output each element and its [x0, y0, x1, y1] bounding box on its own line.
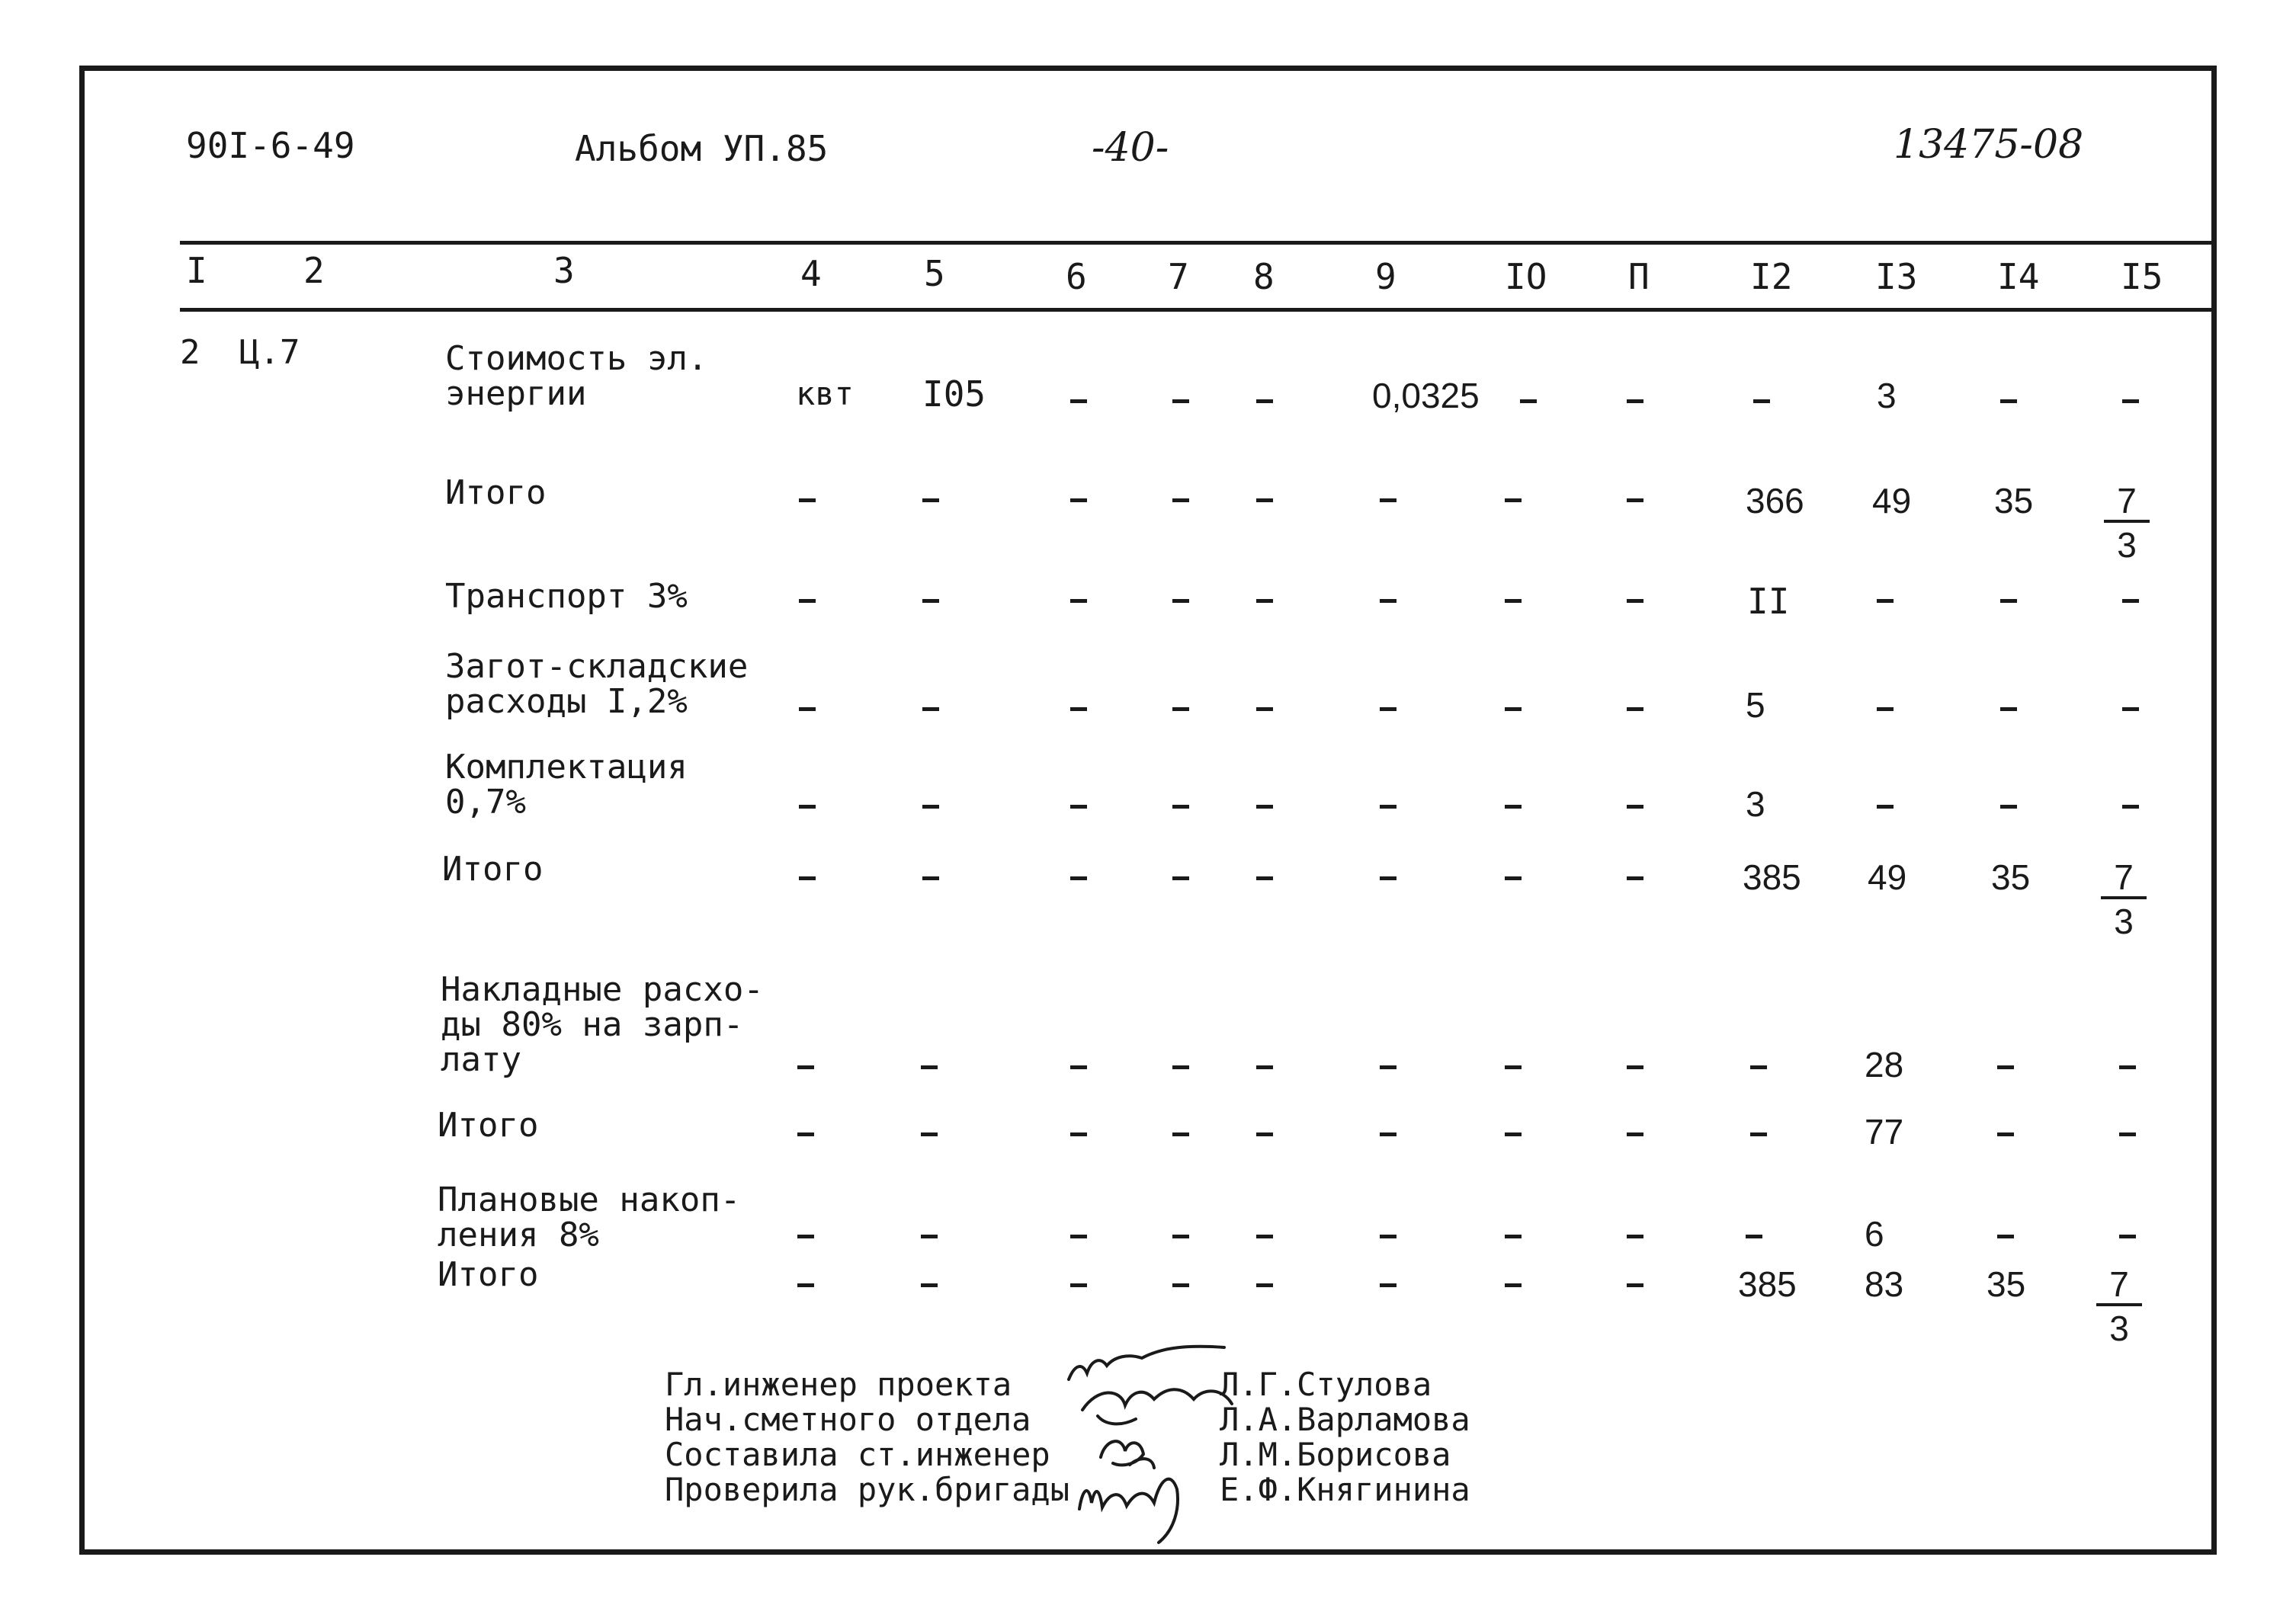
table-header-rule [180, 308, 2217, 312]
empty-cell-dash [1746, 1235, 1762, 1238]
signature-scribble [1079, 1479, 1178, 1543]
empty-cell-dash [921, 1132, 938, 1136]
empty-cell-dash [1172, 399, 1189, 403]
empty-cell-dash [1627, 805, 1643, 809]
row-col13: 49 [1872, 481, 1912, 521]
row-number: 2 [180, 333, 200, 372]
empty-cell-dash [799, 498, 816, 502]
row-col12: 366 [1746, 481, 1804, 521]
empty-cell-dash [922, 707, 939, 711]
empty-cell-dash [2122, 599, 2139, 603]
empty-cell-dash [1256, 1235, 1273, 1238]
empty-cell-dash [1627, 876, 1643, 880]
row-col14: 35 [1987, 1264, 2026, 1304]
empty-cell-dash [921, 1065, 938, 1069]
empty-cell-dash [1070, 599, 1087, 603]
empty-cell-dash [799, 707, 816, 711]
empty-cell-dash [1750, 1132, 1767, 1136]
empty-cell-dash [1380, 1235, 1397, 1238]
empty-cell-dash [2119, 1132, 2136, 1136]
empty-cell-dash [797, 1283, 814, 1287]
empty-cell-dash [1627, 1235, 1643, 1238]
empty-cell-dash [1750, 1065, 1767, 1069]
empty-cell-dash [1172, 498, 1189, 502]
empty-cell-dash [1070, 1065, 1087, 1069]
column-number: I [186, 250, 207, 291]
signature-scribble [1082, 1389, 1232, 1410]
empty-cell-dash [1070, 1235, 1087, 1238]
empty-cell-dash [1627, 1132, 1643, 1136]
album-title: Альбом УП.85 [575, 128, 829, 169]
empty-cell-dash [799, 599, 816, 603]
row-col13: 49 [1868, 857, 1907, 897]
empty-cell-dash [2000, 707, 2017, 711]
empty-cell-dash [1256, 498, 1273, 502]
empty-cell-dash [797, 1235, 814, 1238]
empty-cell-dash [1380, 805, 1397, 809]
row-col15-fraction [2096, 1264, 2142, 1348]
column-number: I2 [1750, 256, 1793, 297]
empty-cell-dash [1256, 599, 1273, 603]
empty-cell-dash [1256, 876, 1273, 880]
empty-cell-dash [2119, 1235, 2136, 1238]
empty-cell-dash [1070, 498, 1087, 502]
column-number: I4 [1997, 256, 2040, 297]
signature-name: Л.М.Борисова [1220, 1436, 1451, 1473]
row-col12: II [1747, 581, 1790, 622]
empty-cell-dash [922, 599, 939, 603]
fraction-numerator: 7 [2096, 1267, 2142, 1306]
empty-cell-dash [1256, 1065, 1273, 1069]
row-quantity: I05 [922, 373, 986, 415]
empty-cell-dash [1877, 707, 1894, 711]
empty-cell-dash [1380, 1065, 1397, 1069]
empty-cell-dash [1256, 1283, 1273, 1287]
row-col12: 5 [1746, 685, 1765, 725]
empty-cell-dash [1627, 399, 1643, 403]
row-col13: 6 [1865, 1214, 1884, 1254]
column-number: IO [1505, 256, 1547, 297]
empty-cell-dash [1172, 599, 1189, 603]
signature-role: Нач.сметного отдела [665, 1401, 1031, 1438]
column-number: 4 [800, 253, 822, 294]
empty-cell-dash [797, 1132, 814, 1136]
empty-cell-dash [921, 1283, 938, 1287]
fraction-denominator: 3 [2114, 902, 2134, 941]
signature-name: Л.А.Варламова [1220, 1401, 1470, 1438]
empty-cell-dash [1070, 399, 1087, 403]
signature-scribble [1101, 1441, 1154, 1468]
empty-cell-dash [1627, 498, 1643, 502]
row-col15-fraction [2101, 857, 2147, 941]
empty-cell-dash [1627, 1065, 1643, 1069]
empty-cell-dash [1172, 805, 1189, 809]
signature-name: Е.Ф.Княгинина [1220, 1471, 1470, 1508]
fraction-denominator: 3 [2109, 1309, 2129, 1348]
row-col14: 35 [1991, 857, 2031, 897]
empty-cell-dash [1070, 1283, 1087, 1287]
empty-cell-dash [2000, 399, 2017, 403]
empty-cell-dash [1505, 1065, 1522, 1069]
row-name: Загот-складские расходы I,2% [445, 647, 749, 721]
empty-cell-dash [2122, 399, 2139, 403]
handwritten-signatures [1052, 1326, 1250, 1547]
empty-cell-dash [1505, 1132, 1522, 1136]
empty-cell-dash [1380, 498, 1397, 502]
empty-cell-dash [1380, 599, 1397, 603]
row-col13: 77 [1865, 1112, 1904, 1152]
column-number: 3 [553, 250, 575, 291]
empty-cell-dash [1505, 498, 1522, 502]
empty-cell-dash [1380, 1283, 1397, 1287]
row-rate: 0,0325 [1372, 376, 1480, 415]
empty-cell-dash [1997, 1132, 2014, 1136]
column-number: I5 [2121, 256, 2163, 297]
empty-cell-dash [1380, 707, 1397, 711]
column-number: 5 [924, 253, 945, 294]
empty-cell-dash [1070, 876, 1087, 880]
column-number: 9 [1375, 256, 1397, 297]
row-code: Ц.7 [239, 333, 300, 372]
empty-cell-dash [1505, 805, 1522, 809]
column-number: 2 [303, 250, 325, 291]
signature-role: Гл.инженер проекта [665, 1366, 1012, 1403]
signature-scribble [1098, 1416, 1136, 1424]
column-number: I3 [1875, 256, 1918, 297]
empty-cell-dash [1172, 707, 1189, 711]
empty-cell-dash [1172, 1132, 1189, 1136]
empty-cell-dash [1172, 1235, 1189, 1238]
empty-cell-dash [1505, 1283, 1522, 1287]
empty-cell-dash [1997, 1065, 2014, 1069]
empty-cell-dash [2122, 707, 2139, 711]
row-name: Накладные расхо- ды 80% на зарп- лату [441, 970, 764, 1079]
empty-cell-dash [1627, 599, 1643, 603]
empty-cell-dash [1627, 707, 1643, 711]
row-name: Плановые накоп- ления 8% [438, 1181, 741, 1254]
empty-cell-dash [922, 876, 939, 880]
column-number: 6 [1066, 256, 1087, 297]
signature-name: Л.Г.Стулова [1220, 1366, 1432, 1403]
empty-cell-dash [1172, 876, 1189, 880]
empty-cell-dash [2000, 805, 2017, 809]
empty-cell-dash [797, 1065, 814, 1069]
empty-cell-dash [1877, 805, 1894, 809]
empty-cell-dash [922, 805, 939, 809]
row-col13: 3 [1877, 376, 1897, 415]
empty-cell-dash [1627, 1283, 1643, 1287]
row-unit: квт [796, 375, 854, 412]
row-name: Итого [438, 1255, 539, 1294]
doc-code: 90I-6-49 [186, 125, 355, 166]
row-col12: 385 [1743, 857, 1801, 897]
column-number: 7 [1168, 256, 1189, 297]
fraction-denominator: 3 [2117, 525, 2137, 565]
row-col14: 35 [1994, 481, 2034, 521]
empty-cell-dash [1070, 805, 1087, 809]
empty-cell-dash [922, 498, 939, 502]
row-name: Комплектация 0,7% [445, 748, 688, 822]
empty-cell-dash [1877, 599, 1894, 603]
column-number: 8 [1253, 256, 1275, 297]
empty-cell-dash [1380, 1132, 1397, 1136]
row-col13: 83 [1865, 1264, 1904, 1304]
empty-cell-dash [1172, 1065, 1189, 1069]
empty-cell-dash [1256, 1132, 1273, 1136]
empty-cell-dash [799, 876, 816, 880]
row-name: Стоимость эл. энергии [445, 339, 708, 413]
project-number: 13475-08 [1894, 122, 2084, 168]
row-name: Итого [445, 473, 547, 512]
empty-cell-dash [1070, 707, 1087, 711]
empty-cell-dash [1505, 1235, 1522, 1238]
empty-cell-dash [2119, 1065, 2136, 1069]
page-number: -40- [1092, 125, 1169, 171]
table-top-rule [180, 241, 2217, 245]
fraction-numerator: 7 [2104, 483, 2150, 523]
empty-cell-dash [1505, 876, 1522, 880]
fraction-numerator: 7 [2101, 860, 2147, 899]
empty-cell-dash [1256, 707, 1273, 711]
empty-cell-dash [1256, 805, 1273, 809]
row-col15-fraction [2104, 481, 2150, 565]
empty-cell-dash [1997, 1235, 2014, 1238]
column-number: П [1628, 256, 1650, 297]
row-col12: 385 [1738, 1264, 1797, 1304]
empty-cell-dash [1505, 599, 1522, 603]
empty-cell-dash [921, 1235, 938, 1238]
empty-cell-dash [1070, 1132, 1087, 1136]
empty-cell-dash [1520, 399, 1537, 403]
empty-cell-dash [2000, 599, 2017, 603]
signature-role: Проверила рук.бригады [665, 1471, 1070, 1508]
empty-cell-dash [2122, 805, 2139, 809]
empty-cell-dash [1753, 399, 1770, 403]
row-name: Итого [438, 1106, 539, 1145]
empty-cell-dash [1505, 707, 1522, 711]
row-col12: 3 [1746, 784, 1765, 824]
signature-scribble [1069, 1347, 1224, 1379]
empty-cell-dash [1172, 1283, 1189, 1287]
empty-cell-dash [1380, 876, 1397, 880]
row-col13: 28 [1865, 1045, 1904, 1084]
row-name: Итого [442, 850, 544, 889]
signature-role: Составила ст.инженер [665, 1436, 1050, 1473]
row-name: Транспорт 3% [445, 577, 688, 616]
empty-cell-dash [799, 805, 816, 809]
empty-cell-dash [1256, 399, 1273, 403]
